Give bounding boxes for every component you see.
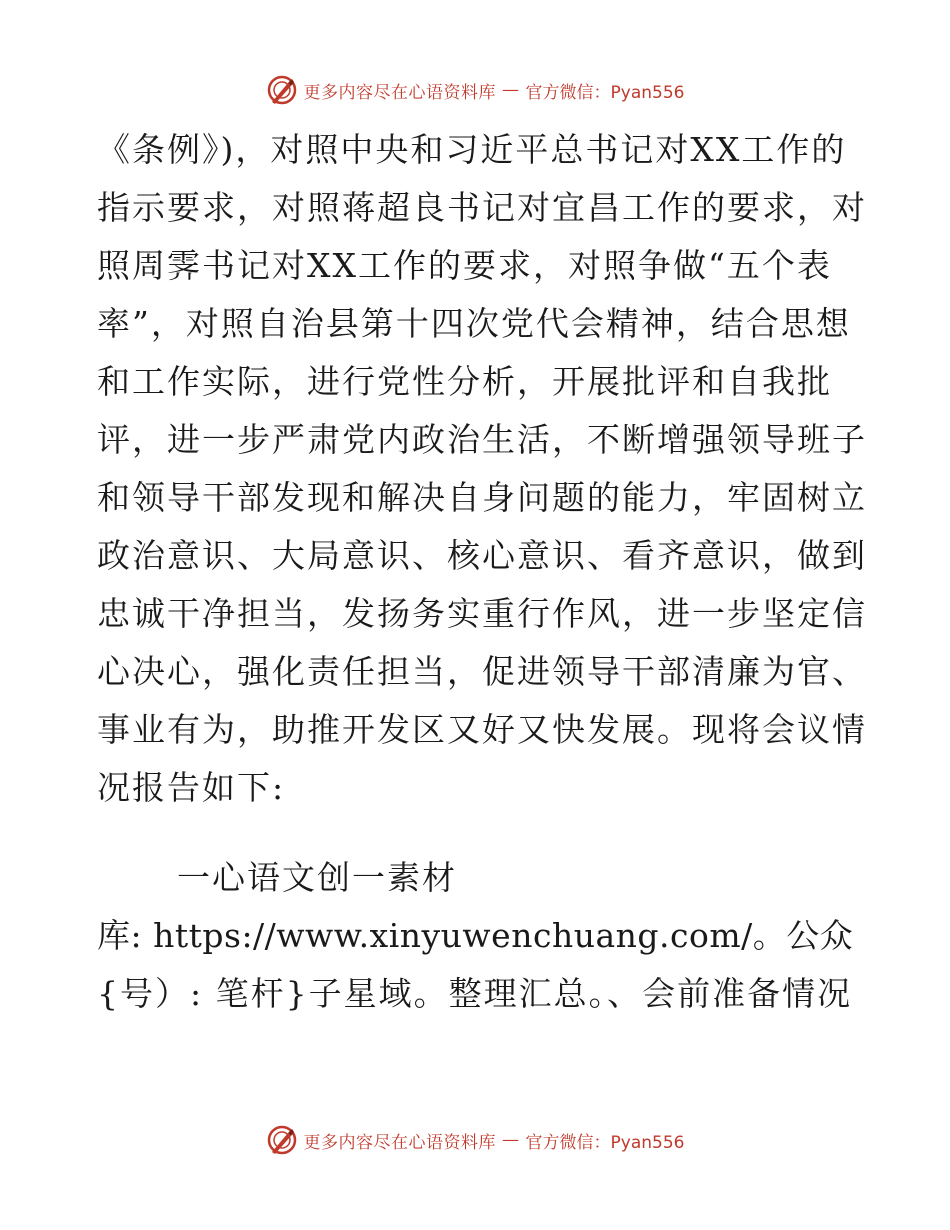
pen-logo-icon <box>266 74 298 106</box>
header-banner <box>0 70 950 110</box>
body-line: 和领导干部发现和解决自身问题的能力，牢固树立 <box>97 478 867 517</box>
body-line: 和工作实际，进行党性分析，开展批评和自我批 <box>97 362 832 401</box>
body-line: 况报告如下: <box>97 768 286 807</box>
banner-title: 更多内容尽在心语资料库 <box>303 82 497 103</box>
body-line: 《条例》)，对照中央和习近平总书记对XX工作的 <box>97 130 847 169</box>
document-body <box>97 121 867 1023</box>
section-heading: 一心语文创一素材 <box>177 858 457 897</box>
body-line: 事业有为，助推开发区又好又快发展。现将会议情 <box>97 710 867 749</box>
body-line: 忠诚干净担当，发扬务实重行作风，进一步坚定信 <box>97 594 867 633</box>
banner-title: 更多内容尽在心语资料库 <box>303 1132 497 1153</box>
body-line: 政治意识、大局意识、核心意识、看齐意识，做到 <box>97 536 867 575</box>
body-line: 评，进一步严肃党内政治生活，不断增强领导班子 <box>97 420 867 459</box>
section-line: {号）: 笔杆}子星域。整理汇总。、会前准备情况 <box>97 974 853 1013</box>
pen-logo-icon <box>266 1124 298 1156</box>
section-line: 库: https://www.xinyuwenchuang.com/。公众 <box>97 916 854 955</box>
body-line: 率”，对照自治县第十四次党代会精神，结合思想 <box>97 304 851 343</box>
body-line: 照周霁书记对XX工作的要求，对照争做“五个表 <box>97 246 832 285</box>
footer-banner <box>0 1120 950 1160</box>
banner-dash: — <box>502 80 520 100</box>
banner-dash: — <box>502 1130 520 1150</box>
banner-wechat: 官方微信：Pyan556 <box>525 82 685 103</box>
body-line: 心决心，强化责任担当，促进领导干部清廉为官、 <box>97 652 867 691</box>
banner-wechat: 官方微信：Pyan556 <box>525 1132 685 1153</box>
body-line: 指示要求，对照蒋超良书记对宜昌工作的要求，对 <box>97 188 867 227</box>
